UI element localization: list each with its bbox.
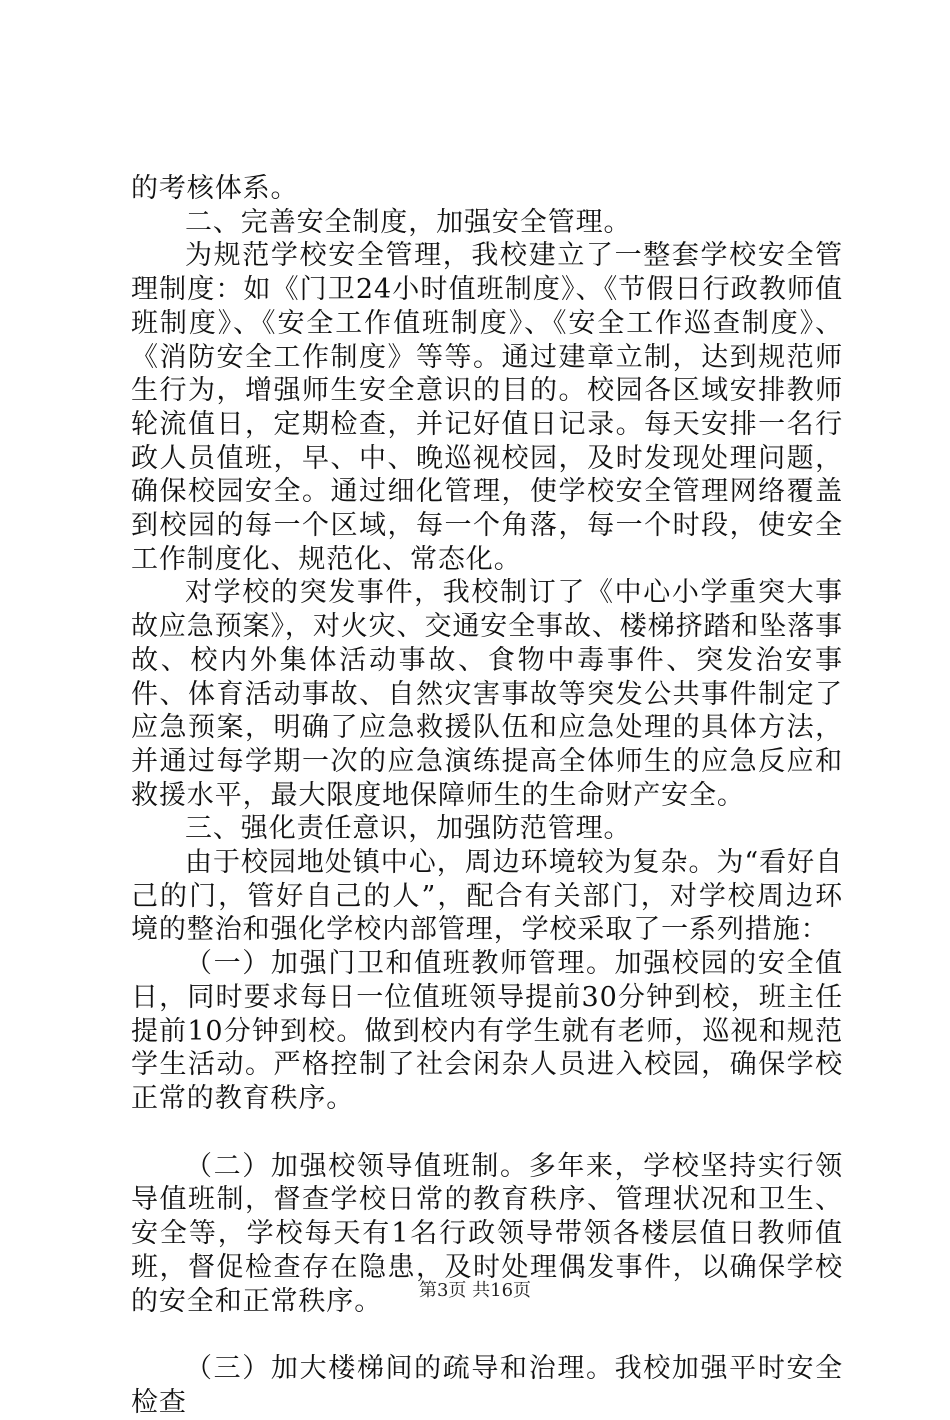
paragraph: （二）加强校领导值班制。多年来，学校坚持实行领导值班制，督查学校日常的教育秩序、管理状况和卫生、安全等，学校每天有1名行政领导带领各楼层值日教师值班，督促检查存在隐患，及时处理偶发事件，以确保学校的安全和正常秩序。 [131,1150,843,1317]
paragraph: （三）加大楼梯间的疏导和治理。我校加强平时安全检查 [131,1353,843,1418]
paragraph-gap [131,1116,843,1150]
section-heading-2: 二、完善安全制度，加强安全管理。 [185,206,632,238]
paragraph: 对学校的突发事件，我校制订了《中心小学重突大事故应急预案》，对火灾、交通安全事故、楼梯挤踏和坠落事故、校内外集体活动事故、食物中毒事件、突发治安事件、体育活动事故、自然灾害事故等突发公共事件制定了应急预案，明确了应急救援队伍和应急处理的具体方法，并通过每学期一次的应急演练提高全体师生的应急反应和救援水平，最大限度地保障师生的生命财产安全。 [131,577,843,811]
document-body [131,172,843,1420]
paragraph-gap [131,1318,843,1352]
page-footer: 第3页 共16页 [418,1280,532,1301]
paragraph: （一）加强门卫和值班教师管理。加强校园的安全值日，同时要求每日一位值班领导提前30分钟到校，班主任提前10分钟到校。做到校内有学生就有老师，巡视和规范学生活动。严格控制了社会闲杂人员进入校园，确保学校正常的教育秩序。 [131,948,843,1114]
section-heading-3: 三、强化责任意识，加强防范管理。 [185,813,632,845]
paragraph: 为规范学校安全管理，我校建立了一整套学校安全管理制度：如《门卫24小时值班制度》、《节假日行政教师值班制度》、《安全工作值班制度》、《安全工作巡查制度》、《消防安全工作制度》等等。通过建章立制，达到规范师生行为，增强师生安全意识的目的。校园各区域安排教师轮流值日，定期检查，并记好值日记录。每天安排一名行政人员值班，早、中、晚巡视校园，及时发现处理问题，确保校园安全。通过细化管理，使学校安全管理网络覆盖到校园的每一个区域，每一个角落，每一个时段，使安全工作制度化、规范化、常态化。 [131,240,843,575]
paragraph: 由于校园地处镇中心，周边环境较为复杂。为“看好自己的门，管好自己的人”，配合有关部门，对学校周边环境的整治和强化学校内部管理，学校采取了一系列措施： [131,847,843,946]
paragraph: 的考核体系。 [131,173,299,204]
